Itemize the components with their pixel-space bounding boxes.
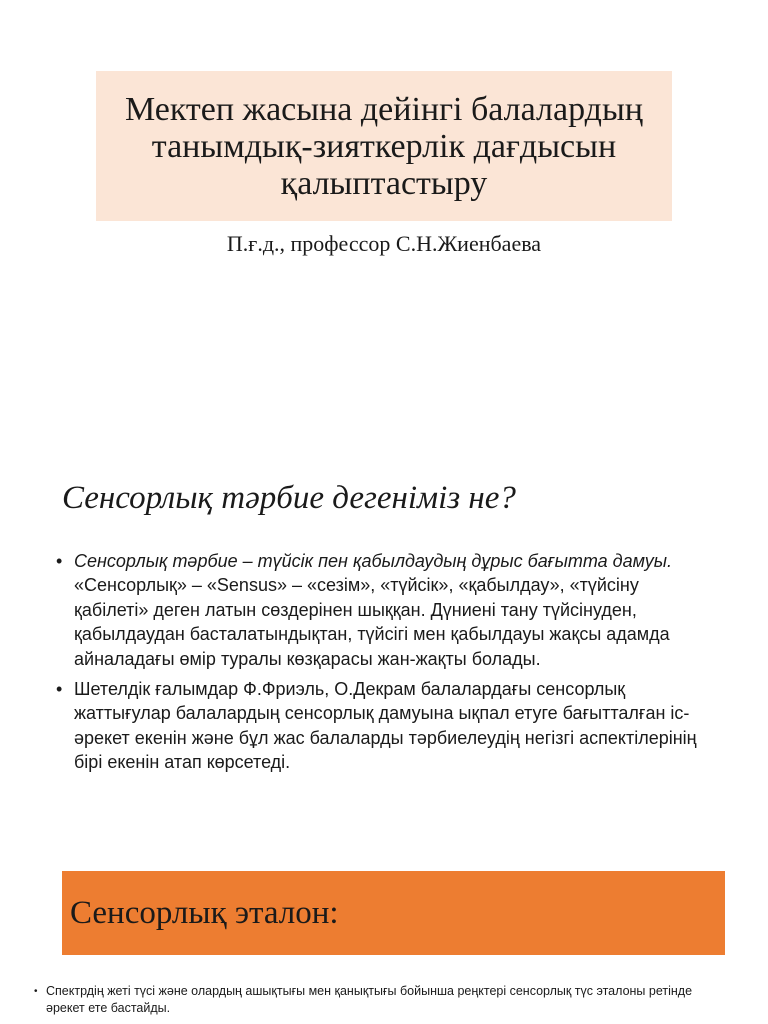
- title-line-3: қалыптастыру: [280, 164, 488, 202]
- author-line: П.ғ.д., профессор С.Н.Жиенбаева: [226, 231, 542, 256]
- bullet-dot: •: [56, 551, 63, 571]
- list-item: [56, 677, 716, 775]
- bullet-dot: •: [56, 679, 63, 700]
- etalon-bullet-list: [34, 983, 734, 1017]
- title-line-1: Мектеп жасына дейінгі балалардың: [124, 90, 643, 128]
- definition-text: Сенсорлық тәрбие – түйсік пен қабылдаудың дұрыс бағытта дамуы.: [74, 551, 672, 571]
- bullet-text: «Сенсорлық» – «Sensus» – «сезім», «түйсік», «қабылдау», «түйсіну қабілеті» деген латын сөздерінен шыққан. Дүниені тану түйсінуден, қабылдаудан басталатындықтан, түйсігі мен қабылдауы жақсы адамда айналадағы өмір туралы көзқарасы жан-жақты болады.: [74, 575, 670, 669]
- document-title: [125, 91, 643, 202]
- bullet-text: Шетелдік ғалымдар Ф.Фриэль, О.Декрам балалардағы сенсорлық жаттығулар балалардың сенсорлық дамуына ықпал етуге бағытталған іс-әрекет екенін және бұл жас балаларды тәрбиелеудің негізгі аспектілерінің бірі екенін атап көрсетеді.: [74, 679, 697, 773]
- etalon-heading: Сенсорлық эталон:: [70, 894, 339, 931]
- section-heading: Сенсорлық тәрбие дегеніміз не?: [62, 480, 516, 516]
- bullet-text: Спектрдің жеті түсі және олардың ашықтығы мен қанықтығы бойынша реңктері сенсорлық түс эталоны ретінде әрекет ете бастайды.: [46, 984, 693, 1015]
- title-line-2: танымдық-зияткерлік дағдысын: [151, 127, 617, 165]
- etalon-heading-box: [62, 871, 725, 955]
- bullet-dot: •: [34, 986, 38, 997]
- bullet-list: [56, 549, 716, 781]
- title-box: [96, 71, 672, 221]
- list-item: [34, 983, 734, 1017]
- list-item: [56, 549, 716, 671]
